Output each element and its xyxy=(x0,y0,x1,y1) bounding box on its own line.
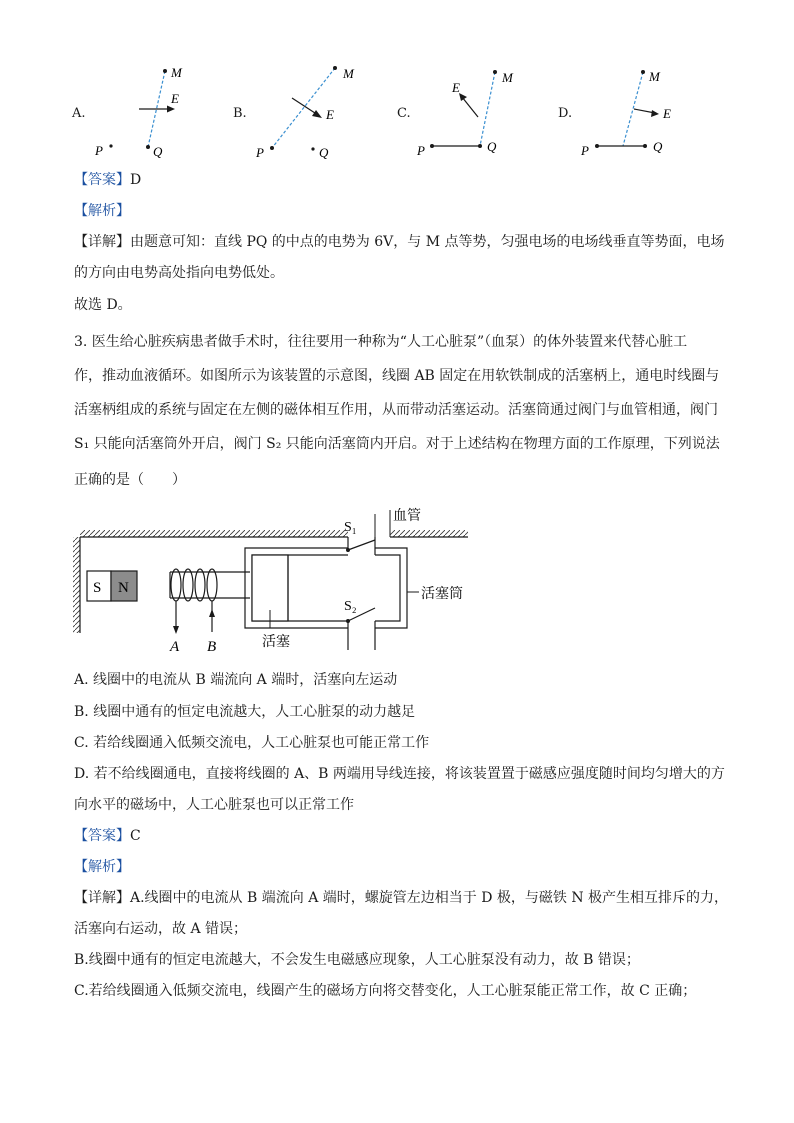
q3-option-a: A. 线圈中的电流从 B 端流向 A 端时，活塞向左运动 xyxy=(74,672,398,688)
detail-text: A.线圈中的电流从 B 端流向 A 端时，螺旋管左边相当于 D 极，与磁铁 N 极产生相互排斥的力， xyxy=(130,890,729,906)
q2-detail-line1 xyxy=(74,232,725,252)
q3-analysis-tag: 【解析】 xyxy=(74,859,130,875)
label-p: P xyxy=(95,143,103,158)
label-n: N xyxy=(118,580,129,596)
point-p xyxy=(430,144,434,148)
detail-tag: 【详解】 xyxy=(74,890,130,906)
field-arrow xyxy=(292,98,318,115)
detail-text: 由题意可知：直线 PQ 的中点的电势为 6V，与 M 点等势，匀强电场的电场线垂直等势面，电场 xyxy=(130,234,725,250)
arrow-head-icon xyxy=(651,110,659,117)
point-m xyxy=(333,66,337,70)
heart-pump-figure xyxy=(70,500,480,660)
label-e: E xyxy=(452,80,460,95)
label-q: Q xyxy=(319,145,329,160)
option-c-label: C. xyxy=(397,106,411,121)
arrow-head-icon xyxy=(312,110,322,118)
q2-analysis-tag: 【解析】 xyxy=(74,203,130,219)
label-q: Q xyxy=(153,144,163,159)
label-cylinder: 活塞筒 xyxy=(421,587,463,602)
q3-stem-line3: 活塞柄组成的系统与固定在左侧的磁体相互作用，从而带动活塞运动。活塞筒通过阀门与血管相通，阀门 xyxy=(74,402,718,418)
q3-answer-line xyxy=(74,826,141,846)
field-arrow xyxy=(462,97,478,117)
point-m xyxy=(493,70,497,74)
label-q: Q xyxy=(487,139,497,154)
q3-option-b: B. 线圈中通有的恒定电流越大，人工心脏泵的动力越足 xyxy=(74,704,416,720)
q3-option-d-line1: D. 若不给线圈通电，直接将线圈的 A、B 两端用导线连接，将该装置置于磁感应强度随时间均匀增大的方 xyxy=(74,766,725,782)
point-q xyxy=(146,145,150,149)
label-e: E xyxy=(326,107,334,122)
valve-s1 xyxy=(348,540,375,550)
answer-value: D xyxy=(130,172,142,188)
wall-hatch xyxy=(73,537,80,633)
coil xyxy=(171,569,217,601)
q3-stem-line2: 作，推动血液循环。如图所示为该装置的示意图，线圈 AB 固定在用软铁制成的活塞柄上，通电时线圈与 xyxy=(74,368,720,384)
arrow-down-icon xyxy=(173,626,179,634)
point-p xyxy=(109,144,112,147)
label-s: S xyxy=(93,580,102,596)
q2-conclusion: 故选 D。 xyxy=(74,297,132,313)
option-a-diagram xyxy=(85,60,195,160)
q2-detail-line2: 的方向由电势高处指向电势低处。 xyxy=(74,265,284,281)
label-p: P xyxy=(256,145,264,160)
option-d-diagram xyxy=(575,60,685,160)
label-p: P xyxy=(417,143,425,158)
q3-stem-line1: 3. 医生给心脏疾病患者做手术时，往往要用一种称为“人工心脏泵”（血泵）的体外装置来代替心脏工 xyxy=(74,334,688,350)
label-s2: S₂ xyxy=(344,599,357,614)
equipotential-line xyxy=(623,72,643,146)
option-d-label: D. xyxy=(558,106,573,121)
q3-stem-line5: 正确的是（ ） xyxy=(74,472,186,488)
label-q: Q xyxy=(653,139,663,154)
point-p xyxy=(595,144,599,148)
label-m: M xyxy=(343,66,354,81)
option-c-diagram xyxy=(410,60,530,160)
detail-tag: 【详解】 xyxy=(74,234,130,250)
q2-answer-line xyxy=(74,170,141,190)
label-m: M xyxy=(649,69,660,84)
answer-value: C xyxy=(130,828,141,844)
label-e: E xyxy=(171,91,179,106)
point-q xyxy=(478,144,482,148)
label-b: B xyxy=(207,639,217,655)
q3-option-d-line2: 向水平的磁场中，人工心脏泵也可以正常工作 xyxy=(74,797,354,813)
point-p xyxy=(270,146,274,150)
label-piston: 活塞 xyxy=(262,635,290,650)
q3-detail-c: C.若给线圈通入低频交流电，线圈产生的磁场方向将交替变化，人工心脏泵能正常工作，故 C 正确； xyxy=(74,983,697,999)
label-e: E xyxy=(663,106,671,121)
arrow-up-icon xyxy=(209,609,215,617)
q3-detail-a-line2: 活塞向右运动，故 A 错误； xyxy=(74,921,248,937)
q3-option-c: C. 若给线圈通入低频交流电，人工心脏泵也可能正常工作 xyxy=(74,735,430,751)
option-b-diagram xyxy=(250,60,380,160)
ceiling-hatch xyxy=(80,530,348,537)
label-vessel: 血管 xyxy=(393,509,421,524)
label-s1: S₁ xyxy=(344,520,357,535)
point-m xyxy=(163,69,167,73)
equipotential-line xyxy=(480,72,495,146)
arrow-head-icon xyxy=(167,106,175,113)
point-m xyxy=(641,70,645,74)
q3-detail-b: B.线圈中通有的恒定电流越大，不会发生电磁感应现象，人工心脏泵没有动力，故 B 错误； xyxy=(74,952,640,968)
ceiling-hatch-right xyxy=(390,530,468,537)
label-a: A xyxy=(170,639,180,655)
q3-detail-a-line1 xyxy=(74,888,728,908)
answer-tag: 【答案】 xyxy=(74,828,130,844)
option-b-label: B. xyxy=(233,106,247,121)
label-m: M xyxy=(502,70,513,85)
label-m: M xyxy=(171,65,182,80)
answer-tag: 【答案】 xyxy=(74,172,130,188)
label-p: P xyxy=(581,143,589,158)
option-a-label: A. xyxy=(72,106,86,121)
q3-stem-line4: S₁ 只能向活塞筒外开启，阀门 S₂ 只能向活塞筒内开启。对于上述结构在物理方面的工作原理，下列说法 xyxy=(74,436,720,452)
arrow-head-icon xyxy=(459,93,467,101)
point-q xyxy=(311,147,314,150)
point-q xyxy=(643,144,647,148)
